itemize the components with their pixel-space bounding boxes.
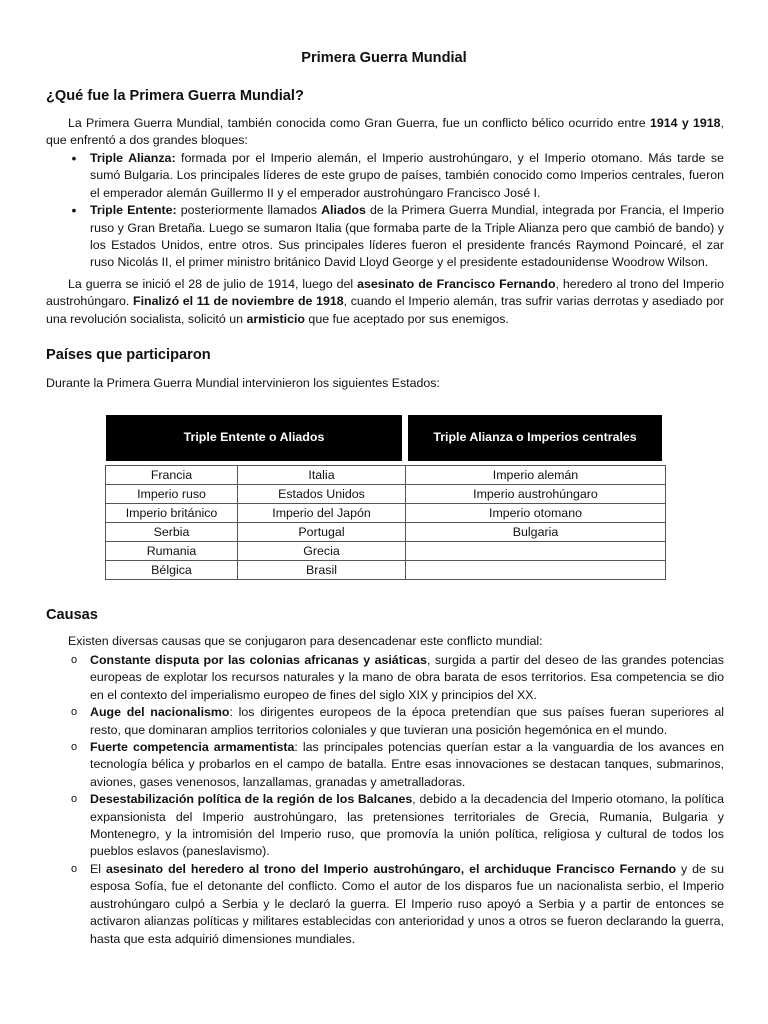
table-cell: Imperio austrohúngaro [406,485,666,504]
circle-marker: o [70,706,78,719]
table-cell: Bélgica [106,561,238,580]
table-header-entente: Triple Entente o Aliados [106,415,402,461]
table-row [106,485,666,504]
causes-intro: Existen diversas causas que se conjugaron para desencadenar este conflicto mundial: [68,634,543,648]
table-cell: Imperio británico [106,504,238,523]
list-item-colonies: o Constante disputa por las colonias africanas y asiáticas, surgida a partir del deseo de las grandes potencias europeas de explotar los recursos naturales y la mano de obra barata de esos territorios. Esa competencia se dio en el contexto del imperialismo europeo de fines del siglo XIX y principios del XX. [46,652,724,704]
table-cell: Estados Unidos [238,485,406,504]
list-item-assassination: o El asesinato del heredero al trono del Imperio austrohúngaro, el archiduque Francisco Fernando y de su esposa Sofía, fue el detonante del conflicto. Como el autor de los disparos fue un nacionalista serbio, el Imperio austrohúngaro culpó a Serbia y le declaró la guerra. El Imperio ruso apoyó a Serbia y a partir de entonces se activaron alianzas políticas y militares establecidas con anterioridad y unos a otros se fueron declarando la guerra, hasta que esta adquirió dimensiones mundiales. [46,861,724,948]
countries-table [105,465,666,580]
circle-marker: o [70,741,78,754]
document-title: Primera Guerra Mundial [301,50,467,66]
list-item-nationalism: o Auge del nacionalismo: los dirigentes europeos de la época pretendían que sus países fueran superiores al resto, que dominaran amplios territorios coloniales y que tuvieran una posición hegemónica en el mundo. [46,704,724,739]
circle-marker: o [70,862,78,875]
causes-list [46,652,724,948]
bullet-marker: • [71,150,77,166]
list-item-triple-alianza: • Triple Alianza: formada por el Imperio alemán, el Imperio austrohúngaro, y el Imperio otomano. Más tarde se sumó Bulgaria. Los principales líderes de este grupo de países, también conocido como Imperios centrales, fueron el emperador alemán Guillermo II y el emperador austrohúngaro Francisco José I. [46,150,724,202]
table-cell: Grecia [238,542,406,561]
section-heading-countries: Países que participaron [46,347,211,363]
table-cell: Francia [106,466,238,485]
table-cell: Bulgaria [406,523,666,542]
table-cell: Imperio alemán [406,466,666,485]
table-row [106,504,666,523]
list-item-balkans: o Desestabilización política de la región de los Balcanes, debido a la decadencia del Imperio otomano, la política expansionista del Imperio austrohúngaro, las pretensiones territoriales de Grecia, Rumania, Bulgaria y Montenegro, y la intromisión del Imperio ruso, que promovía la unión política, religiosa y cultural de todos los pueblos eslavos (paneslavismo). [46,791,724,861]
table-cell: Serbia [106,523,238,542]
table-cell: Portugal [238,523,406,542]
intro-paragraph: La Primera Guerra Mundial, también conocida como Gran Guerra, fue un conflicto bélico ocurrido entre 1914 y 1918, que enfrentó a dos grandes bloques: [46,116,724,148]
table-cell [406,561,666,580]
list-item-arms-race: o Fuerte competencia armamentista: las principales potencias querían estar a la vanguardia de los avances en tecnología bélica y probarlos en el campo de batalla. Entre esas innovaciones se destacan tanques, submarinos, aviones, gases venenosos, lanzallamas, granadas y ametralladoras. [46,739,724,791]
alliances-list [46,150,724,272]
section-heading-what-was: ¿Qué fue la Primera Guerra Mundial? [46,88,304,104]
table-row [106,523,666,542]
table-header-alianza: Triple Alianza o Imperios centrales [408,415,662,461]
war-start-paragraph: La guerra se inició el 28 de julio de 1914, luego del asesinato de Francisco Fernando, heredero al trono del Imperio austrohúngaro. Finalizó el 11 de noviembre de 1918, cuando el Imperio alemán, tras sufrir varias derrotas y asediado por una revolución socialista, solicitó un armisticio que fue aceptado por sus enemigos. [46,277,725,326]
table-cell: Imperio otomano [406,504,666,523]
table-cell: Imperio del Japón [238,504,406,523]
table-cell: Italia [238,466,406,485]
circle-marker: o [70,793,78,806]
table-row [106,561,666,580]
countries-intro: Durante la Primera Guerra Mundial intervinieron los siguientes Estados: [46,376,440,390]
table-row [106,466,666,485]
bullet-marker: • [71,202,77,219]
table-cell: Imperio ruso [106,485,238,504]
section-heading-causes: Causas [46,607,98,623]
table-cell: Rumania [106,542,238,561]
table-cell [406,542,666,561]
table-row [106,542,666,561]
circle-marker: o [70,654,78,666]
table-cell: Brasil [238,561,406,580]
list-item-triple-entente: • Triple Entente: posteriormente llamados Aliados de la Primera Guerra Mundial, integrada por Francia, el Imperio ruso y Gran Bretaña. Luego se sumaron Italia (que formaba parte de la Triple Alianza pero que cambió de bando) y los Estados Unidos, entre otros. Sus principales líderes fueron el presidente francés Raymond Poincaré, el zar ruso Nicolás II, el primer ministro británico David Lloyd George y el presidente estadounidense Woodrow Wilson. [46,202,724,272]
